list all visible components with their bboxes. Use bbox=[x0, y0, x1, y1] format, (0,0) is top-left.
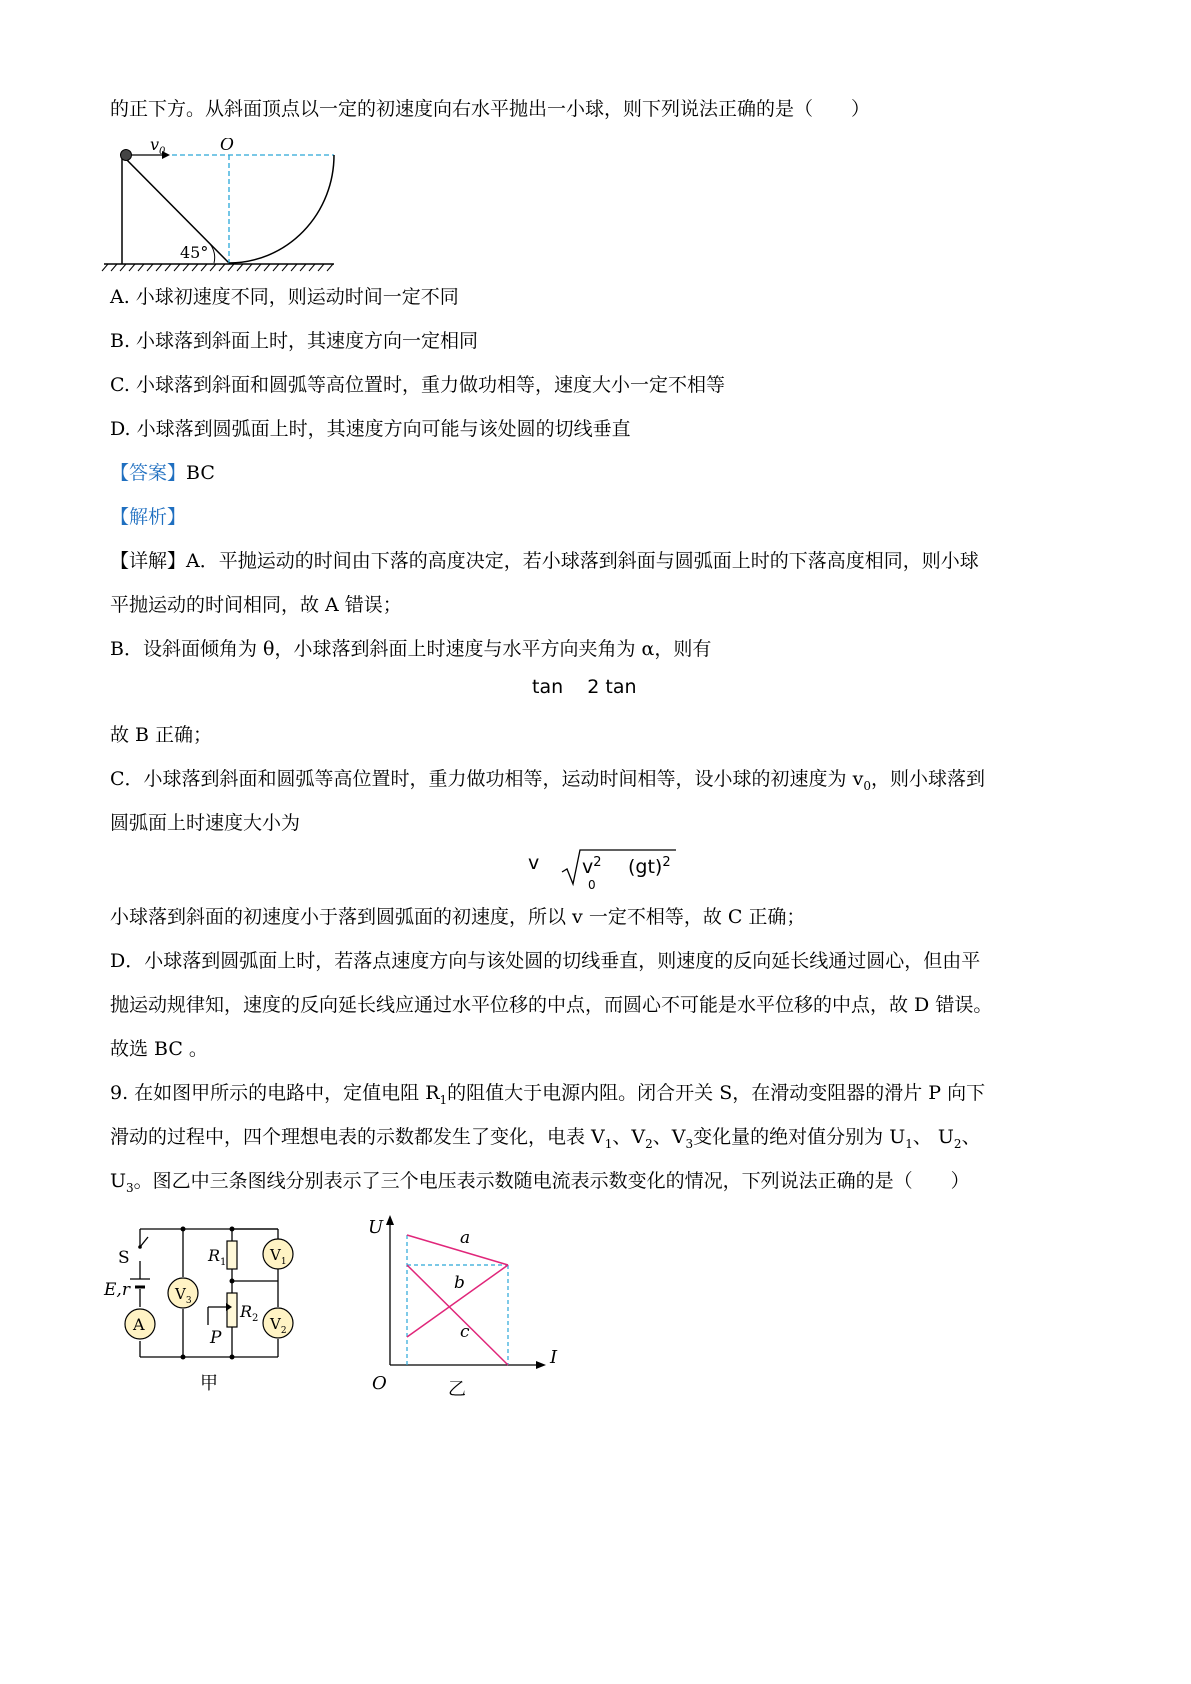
detail-d-2: 抛运动规律知，速度的反向延长线应通过水平位移的中点，而圆心不可能是水平位移的中点，故 D 错误。 bbox=[110, 994, 993, 1016]
svg-text:P: P bbox=[210, 1328, 222, 1348]
r2-resistor bbox=[227, 1293, 237, 1327]
svg-text:乙: 乙 bbox=[448, 1379, 466, 1400]
answer bbox=[110, 460, 215, 486]
formula-velocity: v bbox=[528, 852, 540, 874]
formula-radicand-sub: 0 bbox=[588, 878, 596, 892]
q8-figure bbox=[100, 138, 360, 273]
formula-tan: tan 2 tan bbox=[532, 676, 637, 698]
v0-label: $v_0$ bbox=[150, 138, 166, 157]
ball bbox=[121, 150, 132, 161]
incline-slope bbox=[122, 155, 229, 263]
q8-stem: 的正下方。从斜面顶点以一定的初速度向右水平抛出一小球，则下列说法正确的是（ ） bbox=[110, 98, 871, 120]
answer-value: BC bbox=[186, 462, 215, 484]
svg-text:V3: $V_3$ bbox=[175, 1285, 192, 1306]
line-a bbox=[407, 1235, 508, 1265]
ui-graph bbox=[350, 1205, 570, 1400]
svg-text:c: c bbox=[460, 1322, 470, 1342]
option-b: B. 小球落到斜面上时，其速度方向一定相同 bbox=[110, 330, 479, 352]
svg-text:甲: 甲 bbox=[200, 1373, 218, 1394]
svg-text:S: S bbox=[118, 1248, 130, 1268]
svg-text:a: a bbox=[460, 1228, 471, 1248]
q9-line-3: $U_3$。图乙中三条图线分别表示了三个电压表示数随电流表示数变化的情况，下列说法正确的是（ ） bbox=[110, 1170, 970, 1195]
detail-a-1: 【详解】A．平抛运动的时间由下落的高度决定，若小球落到斜面与圆弧面上时的下落高度相同，则小球 bbox=[110, 550, 979, 572]
svg-text:O: O bbox=[372, 1373, 387, 1394]
conclusion: 故选 BC 。 bbox=[110, 1038, 208, 1060]
svg-text:b: b bbox=[454, 1273, 465, 1293]
angle-label: 45° bbox=[180, 243, 209, 262]
arc bbox=[229, 155, 334, 263]
option-d: D. 小球落到圆弧面上时，其速度方向可能与该处圆的切线垂直 bbox=[110, 418, 631, 440]
svg-text:U: U bbox=[368, 1217, 384, 1238]
detail-c-2: 圆弧面上时速度大小为 bbox=[110, 812, 301, 834]
formula-gt: (gt)$^2$ bbox=[628, 855, 671, 878]
svg-text:I: I bbox=[550, 1347, 558, 1368]
detail-b-1: B．设斜面倾角为 θ，小球落到斜面上时速度与水平方向夹角为 α，则有 bbox=[110, 638, 712, 660]
detail-a-2: 平抛运动的时间相同，故 A 错误； bbox=[110, 594, 402, 616]
svg-text:A: A bbox=[133, 1315, 145, 1334]
detail-b-2: 故 B 正确； bbox=[110, 724, 213, 746]
svg-text:R1: $R_1$ bbox=[208, 1246, 227, 1268]
r1-resistor bbox=[227, 1241, 237, 1269]
svg-text:R2: $R_2$ bbox=[240, 1302, 259, 1324]
analysis-tag: 【解析】 bbox=[110, 506, 187, 528]
answer-tag: 【答案】 bbox=[110, 462, 187, 484]
detail-c-3: 小球落到斜面的初速度小于落到圆弧面的初速度，所以 v 一定不相等，故 C 正确； bbox=[110, 906, 806, 928]
formula-radicand: $v^2$ bbox=[582, 855, 602, 878]
svg-text:E,r: E,r bbox=[104, 1280, 130, 1300]
circuit-diagram bbox=[100, 1215, 340, 1395]
option-a: A. 小球初速度不同，则运动时间一定不同 bbox=[110, 286, 459, 308]
svg-text:V2: $V_2$ bbox=[270, 1315, 287, 1336]
q9-line-2: 滑动的过程中，四个理想电表的示数都发生了变化，电表 $V_1$、$V_2$、$V_3$变化量的绝对值分别为 $U_1$、 $U_2$、 bbox=[110, 1126, 981, 1151]
detail-d-1: D．小球落到圆弧面上时，若落点速度方向与该处圆的切线垂直，则速度的反向延长线通过圆心，但由平 bbox=[110, 950, 981, 972]
svg-text:V1: $V_1$ bbox=[270, 1246, 287, 1267]
option-c: C. 小球落到斜面和圆弧等高位置时，重力做功相等，速度大小一定不相等 bbox=[110, 374, 725, 396]
q9-line-1: 9. 在如图甲所示的电路中，定值电阻 $R_1$的阻值大于电源内阻。闭合开关 S，在滑动变阻器的滑片 P 向下 bbox=[110, 1082, 986, 1107]
detail-c-1: C．小球落到斜面和圆弧等高位置时，重力做功相等，运动时间相等，设小球的初速度为 $v_0$，则小球落到 bbox=[110, 768, 985, 793]
o-label: O bbox=[220, 138, 234, 155]
